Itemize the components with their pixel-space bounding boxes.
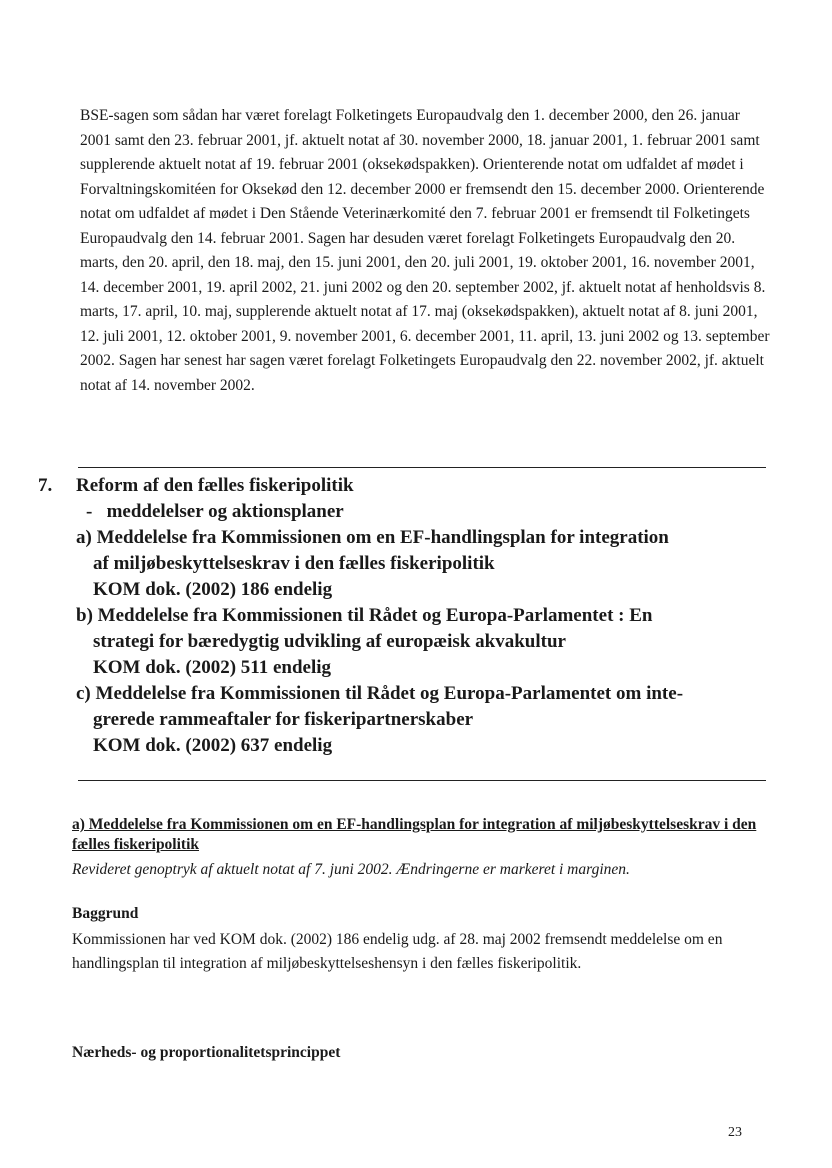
- page-number: 23: [728, 1125, 742, 1140]
- principle-heading: Nærheds- og proportionalitetsprincippet: [72, 1044, 341, 1061]
- section-number: 7.: [38, 475, 53, 496]
- revision-note: Revideret genoptryk af aktuelt notat af 7. juni 2002. Ændringerne er markeret i marginen.: [72, 861, 630, 878]
- item-b-ref: KOM dok. (2002) 511 endelig: [93, 657, 332, 678]
- section-subtitle-line: [76, 499, 766, 525]
- item-c-line2: grerede rammeaftaler for fiskeripartnerskaber: [93, 709, 474, 730]
- item-a-line1: a) Meddelelse fra Kommissionen om en EF-handlingsplan for integration: [76, 527, 669, 548]
- item-a-ref: KOM dok. (2002) 186 endelig: [93, 579, 333, 600]
- section-heading-block: [76, 473, 766, 759]
- intro-paragraph: BSE-sagen som sådan har været forelagt Folketingets Europaudvalg den 1. december 2000, den 26. januar 2001 samt den 23. februar 2001, jf. aktuelt notat af 30. november 2000, 18. januar 2001, 1. februar 2001 samt supplerende aktuelt notat af 19. februar 2001 (oksekødspakken). Orienterende notat om udfaldet af mødet i Forvaltningskomitéen for Oksekød den 12. december 2000 er fremsendt den 15. december 2000. Orienterende notat om udfaldet af mødet i Den Stående Veterinærkomité den 7. februar 2001 er fremsendt til Folketingets Europaudvalg den 14. februar 2001. Sagen har desuden været forelagt Folketingets Europaudvalg den 20. marts, den 20. april, den 18. maj, den 15. juni 2001, den 20. juli 2001, 19. oktober 2001, 16. november 2001, 14. december 2001, 19. april 2002, 21. juni 2002 og den 20. september 2002, jf. aktuelt notat af henholdsvis 8. marts, 17. april, 10. maj, supplerende aktuelt notat af 17. maj (oksekødspakken), aktuelt notat af 8. juni 2001, 12. juli 2001, 12. oktober 2001, 9. november 2001, 6. december 2001, 11. april, 13. juni 2002 og 13. september 2002. Sagen har senest har sagen været forelagt Folketingets Europaudvalg den 22. november 2002, jf. aktuelt notat af 14. november 2002.: [80, 107, 770, 394]
- background-text: Kommissionen har ved KOM dok. (2002) 186 endelig udg. af 28. maj 2002 fremsendt meddelelse om en handlingsplan til integration af miljøbeskyttelseshensyn i den fælles fiskeripolitik.: [72, 931, 723, 972]
- item-c-ref: KOM dok. (2002) 637 endelig: [93, 735, 333, 756]
- background-heading: Baggrund: [72, 905, 139, 922]
- item-b-line1: b) Meddelelse fra Kommissionen til Rådet og Europa-Parlamentet : En: [76, 605, 653, 626]
- item-b-line2: strategi for bæredygtig udvikling af europæisk akvakultur: [93, 631, 566, 652]
- section-subtitle: meddelelser og aktionsplaner: [106, 501, 344, 522]
- section-title: Reform af den fælles fiskeripolitik: [76, 475, 354, 496]
- item-a-line2: af miljøbeskyttelseskrav i den fælles fiskeripolitik: [93, 553, 495, 574]
- section-top-divider: [78, 467, 766, 468]
- subsection-title: a) Meddelelse fra Kommissionen om en EF-handlingsplan for integration af miljøbeskyttelseskrav i den fælles fiskeripolitik: [72, 816, 757, 853]
- subtitle-dash: -: [86, 501, 93, 522]
- section-bottom-divider: [78, 780, 766, 781]
- item-c-line1: c) Meddelelse fra Kommissionen til Rådet og Europa-Parlamentet om inte-: [76, 683, 684, 704]
